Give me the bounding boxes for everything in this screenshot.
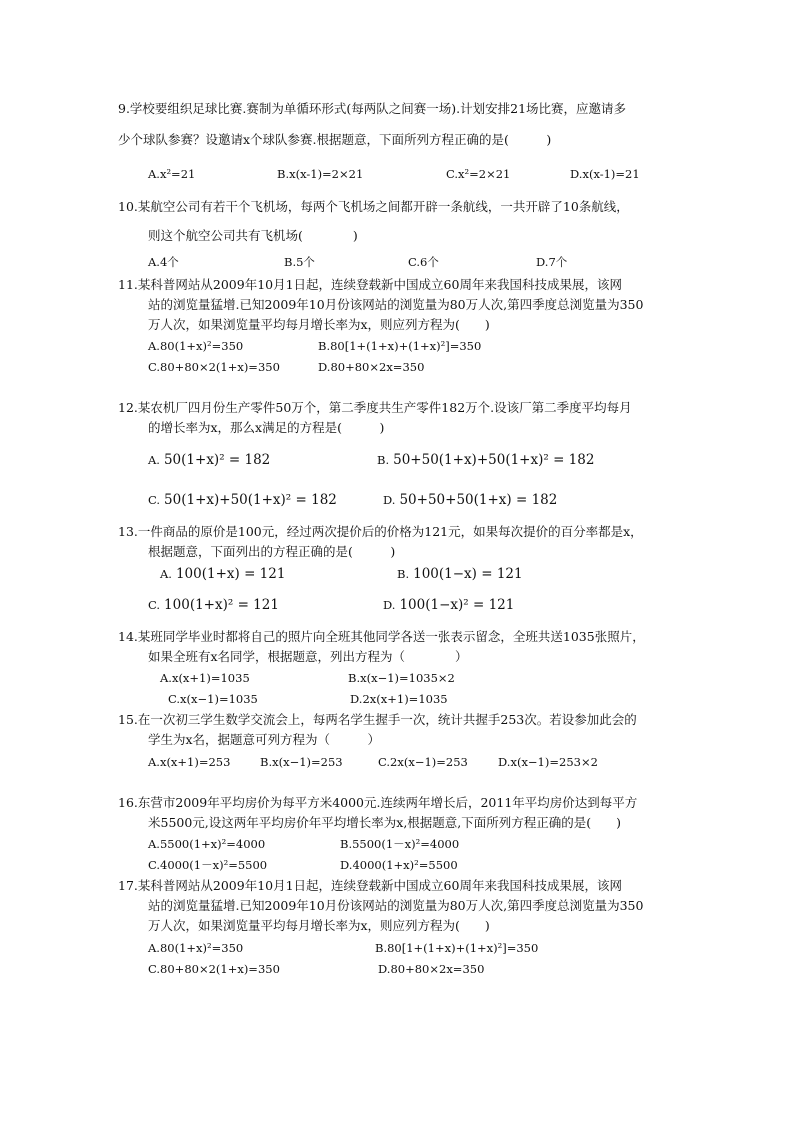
q13-option-c-equation: 100(1+x)² = 121 [164, 597, 279, 613]
q11-line-3: 万人次，如果浏览量平均每月增长率为x，则应列方程为( ) [148, 317, 490, 332]
q11-option-b: B.80[1+(1+x)+(1+x)²]=350 [318, 339, 482, 353]
q16-option-b: B.5500(1－x)²=4000 [340, 837, 460, 851]
q15-line-2: 学生为x名，据题意可列方程为（ ） [148, 732, 381, 747]
q9-option-d: D.x(x-1)=21 [570, 167, 640, 181]
q13-option-b [397, 565, 523, 583]
q12-option-c-equation: 50(1+x)+50(1+x)² = 182 [164, 492, 337, 508]
q17-option-a: A.80(1+x)²=350 [148, 941, 244, 955]
q14-option-b: B.x(x−1)=1035×2 [348, 671, 455, 685]
q16-option-d: D.4000(1+x)²=5500 [340, 858, 458, 872]
q10-option-c: C.6个 [408, 255, 439, 269]
q13-option-a [160, 565, 285, 583]
q10-line-2: 则这个航空公司共有飞机场( ) [148, 228, 358, 243]
q14-line-2: 如果全班有x名同学，根据题意，列出方程为（ ） [148, 649, 468, 664]
q15-option-d: D.x(x−1)=253×2 [498, 755, 598, 769]
q16-option-c: C.4000(1－x)²=5500 [148, 858, 268, 872]
q13-option-c-label: C. [148, 598, 161, 612]
q12-option-b-label: B. [377, 453, 390, 467]
q10-option-d: D.7个 [536, 255, 568, 269]
q12-option-d [383, 491, 557, 509]
q11-line-1: 11.某科普网站从2009年10月1日起，连续登载新中国成立60周年来我国科技成果展，该网 [118, 277, 622, 292]
q15-option-a: A.x(x+1)=253 [148, 755, 231, 769]
q16-line-1: 16.东营市2009年平均房价为每平方米4000元.连续两年增长后，2011年平均房价达到每平方 [118, 795, 638, 810]
q12-line-2: 的增长率为x，那么x满足的方程是( ) [148, 420, 385, 435]
q14-option-a: A.x(x+1)=1035 [160, 671, 250, 685]
q12-option-b [377, 451, 594, 469]
q10-line-1: 10.某航空公司有若干个飞机场，每两个飞机场之间都开辟一条航线，一共开辟了10条航线， [118, 199, 629, 214]
q12-option-a-label: A. [148, 453, 160, 467]
q14-option-c: C.x(x−1)=1035 [168, 692, 258, 706]
q13-line-2: 根据题意，下面列出的方程正确的是( ) [148, 544, 396, 559]
q9-line-1: 9.学校要组织足球比赛.赛制为单循环形式(每两队之间赛一场).计划安排21场比赛，应邀请多 [118, 101, 627, 116]
q17-line-2: 站的浏览量猛增.已知2009年10月份该网站的浏览量为80万人次,第四季度总浏览量为350 [148, 898, 644, 913]
q12-option-a [148, 451, 270, 469]
q11-option-a: A.80(1+x)²=350 [148, 339, 244, 353]
q13-option-c [148, 596, 279, 614]
q13-line-1: 13.一件商品的原价是100元，经过两次提价后的价格为121元，如果每次提价的百分率都是x， [118, 524, 643, 539]
q17-line-3: 万人次，如果浏览量平均每月增长率为x，则应列方程为( ) [148, 918, 490, 933]
q11-option-d: D.80+80×2x=350 [318, 360, 425, 374]
q13-option-b-equation: 100(1−x) = 121 [413, 566, 523, 582]
q13-option-b-label: B. [397, 567, 410, 581]
q17-option-b: B.80[1+(1+x)+(1+x)²]=350 [375, 941, 539, 955]
q9-option-c: C.x²=2×21 [446, 167, 511, 181]
q17-option-c: C.80+80×2(1+x)=350 [148, 962, 280, 976]
q14-option-d: D.2x(x+1)=1035 [350, 692, 448, 706]
q17-option-d: D.80+80×2x=350 [378, 962, 485, 976]
q12-option-c [148, 491, 337, 509]
q12-option-d-label: D. [383, 493, 396, 507]
q10-option-a: A.4个 [148, 255, 179, 269]
q12-line-1: 12.某农机厂四月份生产零件50万个，第二季度共生产零件182万个.设该厂第二季度平均每月 [118, 400, 632, 415]
q9-option-b: B.x(x-1)=2×21 [277, 167, 364, 181]
q14-line-1: 14.某班同学毕业时都将自己的照片向全班其他同学各送一张表示留念，全班共送1035张照片， [118, 629, 645, 644]
q15-option-c: C.2x(x−1)=253 [378, 755, 468, 769]
q13-option-d [383, 596, 514, 614]
q13-option-a-label: A. [160, 567, 172, 581]
q13-option-d-equation: 100(1−x)² = 121 [399, 597, 515, 613]
q11-line-2: 站的浏览量猛增.已知2009年10月份该网站的浏览量为80万人次,第四季度总浏览量为350 [148, 297, 644, 312]
q10-option-b: B.5个 [284, 255, 315, 269]
q9-line-2: 少个球队参赛？设邀请x个球队参赛.根据题意，下面所列方程正确的是( ) [118, 132, 552, 147]
q16-option-a: A.5500(1+x)²=4000 [148, 837, 266, 851]
q12-option-c-label: C. [148, 493, 161, 507]
q17-line-1: 17.某科普网站从2009年10月1日起，连续登载新中国成立60周年来我国科技成果展，该网 [118, 878, 622, 893]
q11-option-c: C.80+80×2(1+x)=350 [148, 360, 280, 374]
q15-line-1: 15.在一次初三学生数学交流会上，每两名学生握手一次，统计共握手253次。若设参加此会的 [118, 712, 637, 727]
q9-option-a: A.x²=21 [148, 167, 196, 181]
q16-line-2: 米5500元,设这两年平均房价年平均增长率为x,根据题意,下面所列方程正确的是( ) [148, 815, 622, 830]
q13-option-d-label: D. [383, 598, 396, 612]
q12-option-d-equation: 50+50+50(1+x) = 182 [399, 492, 558, 508]
q12-option-a-equation: 50(1+x)² = 182 [163, 452, 271, 468]
q13-option-a-equation: 100(1+x) = 121 [175, 566, 286, 582]
q15-option-b: B.x(x−1)=253 [260, 755, 343, 769]
q12-option-b-equation: 50+50(1+x)+50(1+x)² = 182 [393, 452, 595, 468]
